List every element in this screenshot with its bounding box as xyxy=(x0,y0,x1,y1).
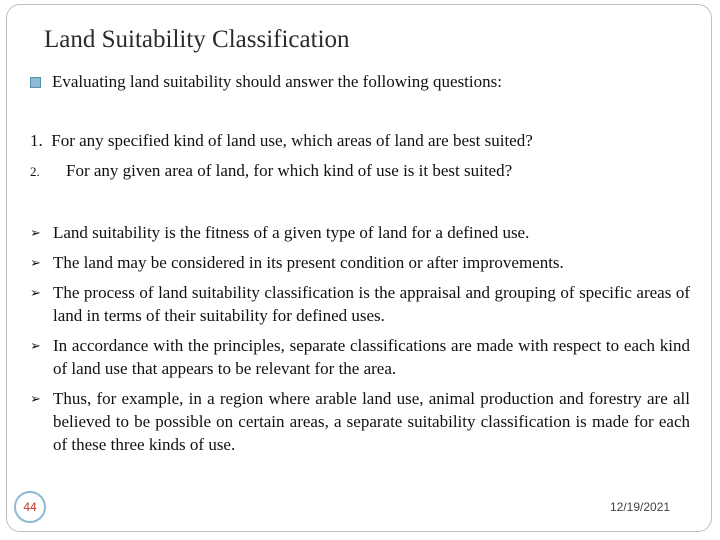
intro-line xyxy=(30,72,502,92)
checkbox-bullet-icon xyxy=(30,77,41,88)
list-item xyxy=(30,281,690,327)
question-number: 1. xyxy=(30,131,43,150)
question-text: For any specified kind of land use, which areas of land are best suited? xyxy=(51,131,533,150)
intro-text: Evaluating land suitability should answer the following questions: xyxy=(52,72,502,91)
arrow-bullet-icon: ➢ xyxy=(30,285,41,300)
question-item xyxy=(30,161,512,181)
arrow-bullet-icon: ➢ xyxy=(30,391,41,406)
bullet-text: The land may be considered in its present condition or after improvements. xyxy=(53,253,564,272)
bullet-text: Thus, for example, in a region where arable land use, animal production and forestry are all believed to be possible on certain areas, a separate suitability classification is made for each of these three kinds of use. xyxy=(53,389,690,454)
slide-title: Land Suitability Classification xyxy=(44,26,350,53)
slide-number-badge xyxy=(14,491,46,523)
bullet-text: In accordance with the principles, separate classifications are made with respect to each kind of land use that appears to be relevant for the area. xyxy=(53,336,690,378)
question-item xyxy=(30,131,533,151)
bullet-list xyxy=(30,221,690,456)
bullet-text: The process of land suitability classification is the appraisal and grouping of specific areas of land in terms of their suitability for defined uses. xyxy=(53,283,690,325)
list-item xyxy=(30,334,690,380)
bullet-text: Land suitability is the fitness of a given type of land for a defined use. xyxy=(53,223,530,242)
arrow-bullet-icon: ➢ xyxy=(30,255,41,270)
question-number: 2. xyxy=(30,164,40,179)
question-text: For any given area of land, for which kind of use is it best suited? xyxy=(66,161,513,180)
arrow-bullet-icon: ➢ xyxy=(30,225,41,240)
list-item xyxy=(30,251,690,274)
slide-number: 44 xyxy=(23,500,37,514)
arrow-bullet-icon: ➢ xyxy=(30,338,41,353)
list-item xyxy=(30,387,690,456)
list-item xyxy=(30,221,690,244)
slide-date: 12/19/2021 xyxy=(610,500,671,514)
